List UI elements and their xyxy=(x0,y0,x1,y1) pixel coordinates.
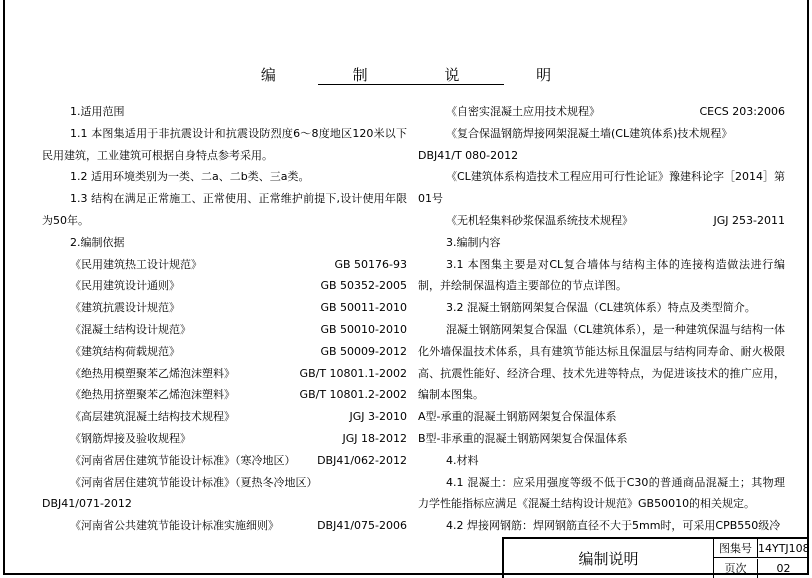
clause-1-2: 1.2 适用环境类别为一类、二a、二b类、三a类。 xyxy=(70,170,310,184)
atlas-number-label: 图集号 xyxy=(714,539,758,558)
reference-item: 《无机轻集料砂浆保温系统技术规程》 JGJ 253-2011 xyxy=(446,213,785,227)
reference-item-fuhe: 《复合保温钢筋焊接网架混凝土墙(CL建筑体系)技术规程》 xyxy=(446,126,733,140)
clause-3-2: 3.2 混凝土钢筋网架复合保温（CL建筑体系）特点及类型简介。 xyxy=(446,301,756,315)
clause-1-3: 1.3 结构在满足正常施工、正常使用、正常维护前提下,设计使用年限为50年。 xyxy=(42,192,407,227)
section-3-heading: 3.编制内容 xyxy=(446,235,501,249)
right-column xyxy=(418,101,785,537)
reference-item: 《建筑抗震设计规范》 GB 50011-2010 xyxy=(70,301,407,315)
clause-4-2: 4.2 焊接网钢筋：焊网钢筋直径不大于5mm时，可采用CPB550级冷 xyxy=(446,519,781,533)
reference-item: 《建筑结构荷载规范》 GB 50009-2012 xyxy=(70,344,407,358)
reference-item: 《钢筋焊接及验收规程》 JGJ 18-2012 xyxy=(70,431,407,445)
reference-item: 《河南省居住建筑节能设计标准》（寒冷地区） DBJ41/062-2012 xyxy=(70,453,407,467)
reference-item: 《民用建筑热工设计规范》 GB 50176-93 xyxy=(70,257,407,271)
title-block xyxy=(502,537,809,578)
section-1-heading: 1.适用范围 xyxy=(70,105,125,118)
reference-code-henan-xiare: DBJ41/071-2012 xyxy=(42,497,132,511)
page-number-label: 页次 xyxy=(714,559,758,578)
section-2-heading: 2.编制依据 xyxy=(70,235,125,249)
reference-item: 《高层建筑混凝土结构技术规程》 JGJ 3-2010 xyxy=(70,410,407,424)
atlas-number-value: 14YTJ108 xyxy=(758,539,809,558)
clause-3-2-body: 混凝土钢筋网架复合保温（CL建筑体系），是一种建筑保温与结构一体化外墙保温技术体系，具有建筑节能达标且保温层与结构同寿命、耐火极限高、抗震性能好、经济合理、技术先进等特点，为促进该技术的推广应用，编制本图集。 xyxy=(418,322,785,402)
reference-item: 《绝热用模塑聚苯乙烯泡沫塑料》 GB/T 10801.1-2002 xyxy=(70,366,407,380)
page-number-value: 02 xyxy=(776,562,791,575)
left-column xyxy=(42,101,407,537)
reference-item-cl: 《CL建筑体系构造技术工程应用可行性论证》豫建科论字［2014］第01号 xyxy=(418,170,785,206)
reference-item: 《绝热用挤塑聚苯乙烯泡沫塑料》 GB/T 10801.2-2002 xyxy=(70,388,407,402)
reference-item: 《自密实混凝土应用技术规程》 CECS 203:2006 xyxy=(446,105,785,118)
reference-item: 《民用建筑设计通则》 GB 50352-2005 xyxy=(70,279,407,293)
type-a-description: A型-承重的混凝土钢筋网架复合保温体系 xyxy=(418,410,617,424)
reference-code-fuhe: DBJ41/T 080-2012 xyxy=(418,148,519,162)
reference-item: 《河南省公共建筑节能设计标准实施细则》 DBJ41/075-2006 xyxy=(70,519,407,533)
page-title: 编 制 说 明 xyxy=(260,66,588,84)
reference-item: 《混凝土结构设计规范》 GB 50010-2010 xyxy=(70,322,407,336)
title-block-name: 编制说明 xyxy=(504,539,714,578)
clause-3-1: 3.1 本图集主要是对CL复合墙体与结构主体的连接构造做法进行编制，并绘制保温构造主要部位的节点详图。 xyxy=(418,257,785,293)
type-b-description: B型-非承重的混凝土钢筋网架复合保温体系 xyxy=(418,431,628,445)
clause-4-1: 4.1 混凝土：应采用强度等级不低于C30的普通商品混凝土；其物理力学性能指标应满足《混凝土结构设计规范》GB50010的相关规定。 xyxy=(418,475,785,511)
title-underline xyxy=(318,84,504,85)
reference-item-henan-xiare: 《河南省居住建筑节能设计标准》（夏热冬冷地区） xyxy=(70,475,318,489)
section-4-heading: 4.材料 xyxy=(446,453,479,467)
clause-1-1: 1.1 本图集适用于非抗震设计和抗震设防烈度6～8度地区120米以下民用建筑，工业建筑可根据自身特点参考采用。 xyxy=(42,126,407,162)
